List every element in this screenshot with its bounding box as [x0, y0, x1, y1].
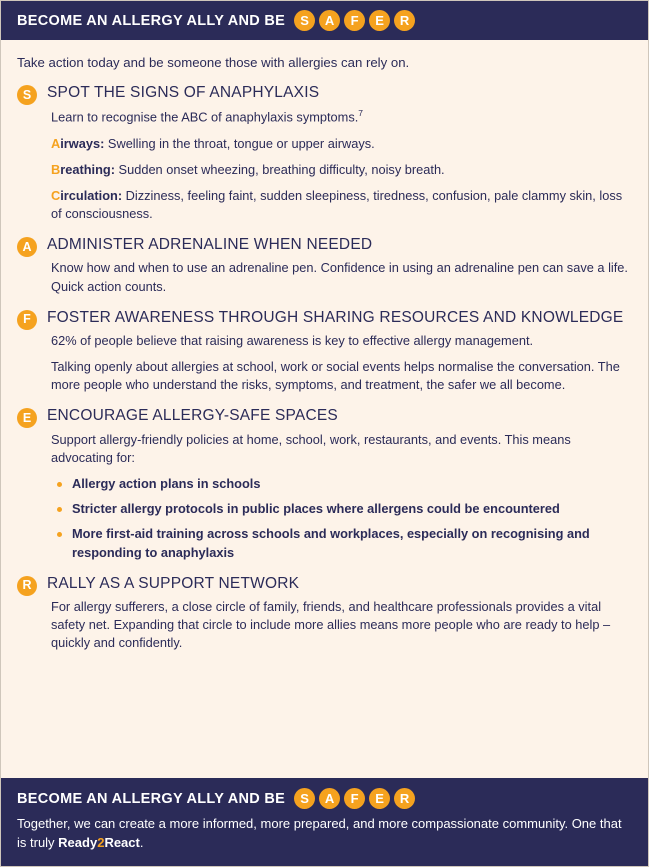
footer-safer-badge-f: F — [344, 788, 365, 809]
abc-letter-c: C — [51, 187, 61, 203]
section-paragraph-r-1: For allergy sufferers, a close circle of family, friends, and healthcare professionals provides a vital safety net. Expanding that circle to include more allies means more people who are ready to help – quickly and confidently. — [51, 598, 611, 651]
abc-word-airways: irways: — [60, 135, 105, 151]
safer-badge-e: E — [369, 10, 390, 31]
header-title: BECOME AN ALLERGY ALLY AND BE — [17, 12, 286, 29]
list-item: More first-aid training across schools and workplaces, especially on recognising and responding to anaphylaxis — [57, 525, 632, 561]
footer-safer-badges — [294, 788, 415, 809]
footnote-marker-7: 7 — [358, 108, 364, 119]
section-paragraph-f-1: 62% of people believe that raising awareness is key to effective allergy management. — [51, 333, 534, 349]
footer-safer-badge-a: A — [319, 788, 340, 809]
section-badge-r: R — [17, 576, 37, 596]
section-spot-the-signs — [17, 84, 632, 223]
footer-safer-badge-e: E — [369, 788, 390, 809]
brand-two: 2 — [97, 834, 105, 850]
abc-desc-circulation: Dizziness, feeling faint, sudden sleepiness, tiredness, confusion, pale clammy skin, loss of consciousness. — [51, 187, 623, 221]
section-foster-awareness — [17, 309, 632, 395]
list-item: Stricter allergy protocols in public places where allergens could be encountered — [57, 500, 632, 518]
section-lead-text-s: Learn to recognise the ABC of anaphylaxis symptoms. — [51, 109, 359, 125]
footer-text — [1, 815, 648, 866]
section-paragraph-e-1: Support allergy-friendly policies at home, school, work, restaurants, and events. This means advocating for: — [51, 431, 571, 465]
footer-text-before: Together, we can create a more informed, more prepared, and more compassionate community. One that is truly — [17, 816, 622, 850]
abc-airways — [47, 135, 632, 153]
section-lead-s — [47, 107, 632, 126]
content-area — [1, 40, 648, 669]
abc-desc-airways: Swelling in the throat, tongue or upper airways. — [104, 135, 375, 151]
safer-badge-f: F — [344, 10, 365, 31]
abc-letter-a: A — [51, 135, 61, 151]
abc-letter-b: B — [51, 161, 61, 177]
safer-badge-a: A — [319, 10, 340, 31]
section-heading-s: SPOT THE SIGNS OF ANAPHYLAXIS — [47, 83, 320, 101]
section-badge-a: A — [17, 237, 37, 257]
abc-desc-breathing: Sudden onset wheezing, breathing difficulty, noisy breath. — [115, 161, 445, 177]
abc-word-breathing: reathing: — [60, 161, 115, 177]
footer-safer-badge-s: S — [294, 788, 315, 809]
list-item: Allergy action plans in schools — [57, 475, 632, 493]
advocacy-bullet-list — [47, 475, 632, 562]
abc-breathing — [47, 161, 632, 179]
footer-title: BECOME AN ALLERGY ALLY AND BE — [17, 790, 286, 807]
header-safer-badges — [294, 10, 415, 31]
intro-text: Take action today and be someone those with allergies can rely on. — [17, 55, 410, 70]
safer-badge-r: R — [394, 10, 415, 31]
footer-title-row — [1, 778, 648, 815]
section-heading-r: RALLY AS A SUPPORT NETWORK — [47, 574, 300, 592]
section-encourage-safe-spaces — [17, 407, 632, 561]
safer-badge-s: S — [294, 10, 315, 31]
section-badge-s: S — [17, 85, 37, 105]
header-banner — [1, 1, 648, 40]
section-heading-e: ENCOURAGE ALLERGY-SAFE SPACES — [47, 407, 338, 425]
section-heading-a: ADMINISTER ADRENALINE WHEN NEEDED — [47, 236, 373, 254]
section-paragraph-a-1: Know how and when to use an adrenaline pen. Confidence in using an adrenaline pen can save a life. Quick action counts. — [51, 260, 628, 294]
section-rally-support-network — [17, 575, 632, 653]
abc-word-circulation: irculation: — [60, 187, 123, 203]
section-heading-f: FOSTER AWARENESS THROUGH SHARING RESOURCES AND KNOWLEDGE — [47, 308, 624, 326]
section-badge-f: F — [17, 310, 37, 330]
section-administer-adrenaline — [17, 236, 632, 296]
section-badge-e: E — [17, 408, 37, 428]
brand-ready: Ready — [58, 834, 98, 850]
abc-circulation — [47, 187, 632, 223]
footer-text-after: . — [139, 834, 144, 850]
brand-react: React — [104, 834, 140, 850]
section-paragraph-f-2: Talking openly about allergies at school, work or social events helps normalise the conversation. The more people who understand the risks, symptoms, and treatment, the safer we all become. — [51, 359, 620, 393]
footer-safer-badge-r: R — [394, 788, 415, 809]
footer-banner — [1, 778, 648, 866]
